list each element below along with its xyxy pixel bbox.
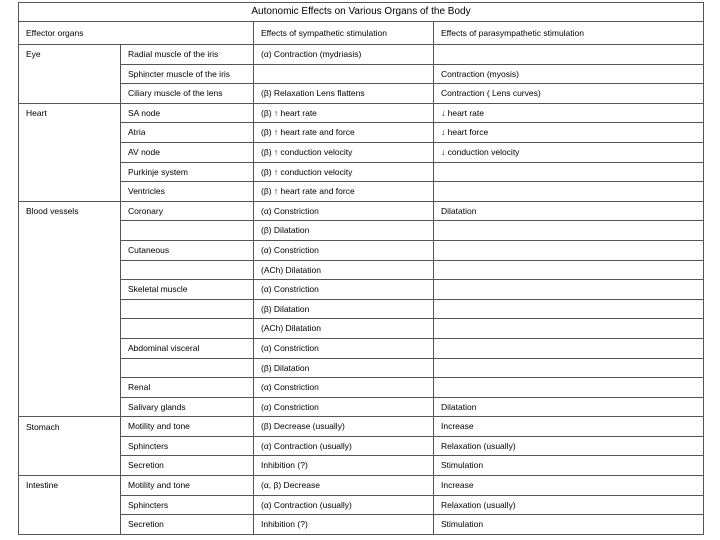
sympathetic-effect-cell: (β) Relaxation Lens flattens: [254, 84, 434, 104]
organ-cell: [19, 456, 121, 476]
organ-cell: [19, 280, 121, 300]
organ-cell: [19, 84, 121, 104]
part-cell: Sphincters: [121, 495, 254, 515]
table-row: [19, 64, 704, 84]
table-row: [19, 456, 704, 476]
organ-cell: Blood vessels: [19, 201, 121, 221]
sympathetic-effect-cell: Inhibition (?): [254, 456, 434, 476]
organ-cell: Intestine: [19, 476, 121, 496]
table-row: [19, 397, 704, 417]
part-cell: Abdominal visceral: [121, 338, 254, 358]
part-cell: Ventricles: [121, 182, 254, 202]
parasympathetic-effect-cell: [434, 378, 704, 398]
organ-cell: [19, 240, 121, 260]
parasympathetic-effect-cell: Increase: [434, 476, 704, 496]
part-cell: Secretion: [121, 456, 254, 476]
parasympathetic-effect-cell: [434, 260, 704, 280]
organ-cell: [19, 358, 121, 378]
parasympathetic-effect-cell: [434, 162, 704, 182]
organ-cell: [19, 397, 121, 417]
organ-cell: [19, 142, 121, 162]
organ-cell: [19, 378, 121, 398]
sympathetic-effect-cell: (α) Constriction: [254, 201, 434, 221]
parasympathetic-effect-cell: [434, 299, 704, 319]
sympathetic-effect-cell: (α) Contraction (usually): [254, 436, 434, 456]
parasympathetic-effect-cell: ↓ heart rate: [434, 103, 704, 123]
sympathetic-effect-cell: (β) Decrease (usually): [254, 417, 434, 437]
part-cell: SA node: [121, 103, 254, 123]
organ-cell: [19, 182, 121, 202]
parasympathetic-effect-cell: Dilatation: [434, 201, 704, 221]
part-cell: Atria: [121, 123, 254, 143]
parasympathetic-effect-cell: ↓ heart force: [434, 123, 704, 143]
part-cell: AV node: [121, 142, 254, 162]
table-row: [19, 103, 704, 123]
organ-cell: [19, 299, 121, 319]
parasympathetic-effect-cell: [434, 319, 704, 339]
parasympathetic-effect-cell: Relaxation (usually): [434, 436, 704, 456]
organ-cell: [19, 319, 121, 339]
organ-cell: [19, 338, 121, 358]
table-row: [19, 299, 704, 319]
part-cell: Cutaneous: [121, 240, 254, 260]
table-title: Autonomic Effects on Various Organs of the Body: [19, 3, 704, 22]
table-row: [19, 240, 704, 260]
sympathetic-effect-cell: (ACh) Dilatation: [254, 319, 434, 339]
sympathetic-effect-cell: (β) ↑ conduction velocity: [254, 162, 434, 182]
part-cell: Coronary: [121, 201, 254, 221]
part-cell: Radial muscle of the iris: [121, 45, 254, 65]
parasympathetic-effect-cell: [434, 338, 704, 358]
sympathetic-effect-cell: (α) Contraction (usually): [254, 495, 434, 515]
part-cell: Motility and tone: [121, 417, 254, 437]
header-row: [19, 22, 704, 45]
organ-cell: Eye: [19, 45, 121, 65]
parasympathetic-effect-cell: [434, 280, 704, 300]
table-row: [19, 319, 704, 339]
organ-cell: [19, 260, 121, 280]
organ-cell: [19, 495, 121, 515]
table-row: [19, 182, 704, 202]
part-cell: Sphincter muscle of the iris: [121, 64, 254, 84]
part-cell: [121, 319, 254, 339]
parasympathetic-effect-cell: Relaxation (usually): [434, 495, 704, 515]
part-cell: Sphincters: [121, 436, 254, 456]
parasympathetic-effect-cell: Stimulation: [434, 456, 704, 476]
organ-cell: [19, 515, 121, 535]
parasympathetic-effect-cell: [434, 240, 704, 260]
table-row: [19, 338, 704, 358]
header-sympathetic: Effects of sympathetic stimulation: [254, 22, 434, 45]
organ-cell: Stomach: [19, 417, 121, 437]
part-cell: Salivary glands: [121, 397, 254, 417]
part-cell: Ciliary muscle of the lens: [121, 84, 254, 104]
table-row: [19, 123, 704, 143]
table-row: [19, 201, 704, 221]
sympathetic-effect-cell: (α) Constriction: [254, 240, 434, 260]
autonomic-effects-table: [18, 2, 704, 535]
organ-cell: [19, 221, 121, 241]
parasympathetic-effect-cell: [434, 45, 704, 65]
sympathetic-effect-cell: Inhibition (?): [254, 515, 434, 535]
organ-cell: [19, 436, 121, 456]
sympathetic-effect-cell: (β) ↑ heart rate and force: [254, 123, 434, 143]
sympathetic-effect-cell: (β) Dilatation: [254, 358, 434, 378]
sympathetic-effect-cell: (β) Dilatation: [254, 299, 434, 319]
sympathetic-effect-cell: (α) Constriction: [254, 397, 434, 417]
table-row: [19, 417, 704, 437]
part-cell: Skeletal muscle: [121, 280, 254, 300]
parasympathetic-effect-cell: Contraction (myosis): [434, 64, 704, 84]
sympathetic-effect-cell: (ACh) Dilatation: [254, 260, 434, 280]
table-title-row: [19, 3, 704, 22]
table-row: [19, 162, 704, 182]
parasympathetic-effect-cell: Stimulation: [434, 515, 704, 535]
header-effector-organs: Effector organs: [19, 22, 254, 45]
sympathetic-effect-cell: (β) ↑ heart rate: [254, 103, 434, 123]
parasympathetic-effect-cell: Contraction ( Lens curves): [434, 84, 704, 104]
table-row: [19, 221, 704, 241]
table-row: [19, 378, 704, 398]
part-cell: Renal: [121, 378, 254, 398]
part-cell: [121, 221, 254, 241]
parasympathetic-effect-cell: [434, 358, 704, 378]
table-row: [19, 476, 704, 496]
parasympathetic-effect-cell: [434, 182, 704, 202]
parasympathetic-effect-cell: Dilatation: [434, 397, 704, 417]
table-row: [19, 436, 704, 456]
part-cell: Secretion: [121, 515, 254, 535]
table-row: [19, 495, 704, 515]
sympathetic-effect-cell: [254, 64, 434, 84]
part-cell: [121, 358, 254, 378]
organ-cell: [19, 162, 121, 182]
parasympathetic-effect-cell: ↓ conduction velocity: [434, 142, 704, 162]
sympathetic-effect-cell: (α) Constriction: [254, 378, 434, 398]
table-row: [19, 84, 704, 104]
table-row: [19, 515, 704, 535]
table-row: [19, 142, 704, 162]
table-row: [19, 280, 704, 300]
autonomic-effects-table-container: [18, 2, 704, 530]
sympathetic-effect-cell: (β) ↑ conduction velocity: [254, 142, 434, 162]
parasympathetic-effect-cell: Increase: [434, 417, 704, 437]
part-cell: [121, 299, 254, 319]
organ-cell: [19, 64, 121, 84]
sympathetic-effect-cell: (α, β) Decrease: [254, 476, 434, 496]
sympathetic-effect-cell: (α) Constriction: [254, 280, 434, 300]
part-cell: [121, 260, 254, 280]
table-row: [19, 358, 704, 378]
part-cell: Purkinje system: [121, 162, 254, 182]
organ-cell: [19, 123, 121, 143]
sympathetic-effect-cell: (α) Constriction: [254, 338, 434, 358]
sympathetic-effect-cell: (β) ↑ heart rate and force: [254, 182, 434, 202]
sympathetic-effect-cell: (α) Contraction (mydriasis): [254, 45, 434, 65]
part-cell: Motility and tone: [121, 476, 254, 496]
table-row: [19, 260, 704, 280]
organ-cell: Heart: [19, 103, 121, 123]
header-parasympathetic: Effects of parasympathetic stimulation: [434, 22, 704, 45]
parasympathetic-effect-cell: [434, 221, 704, 241]
sympathetic-effect-cell: (β) Dilatation: [254, 221, 434, 241]
table-row: [19, 45, 704, 65]
